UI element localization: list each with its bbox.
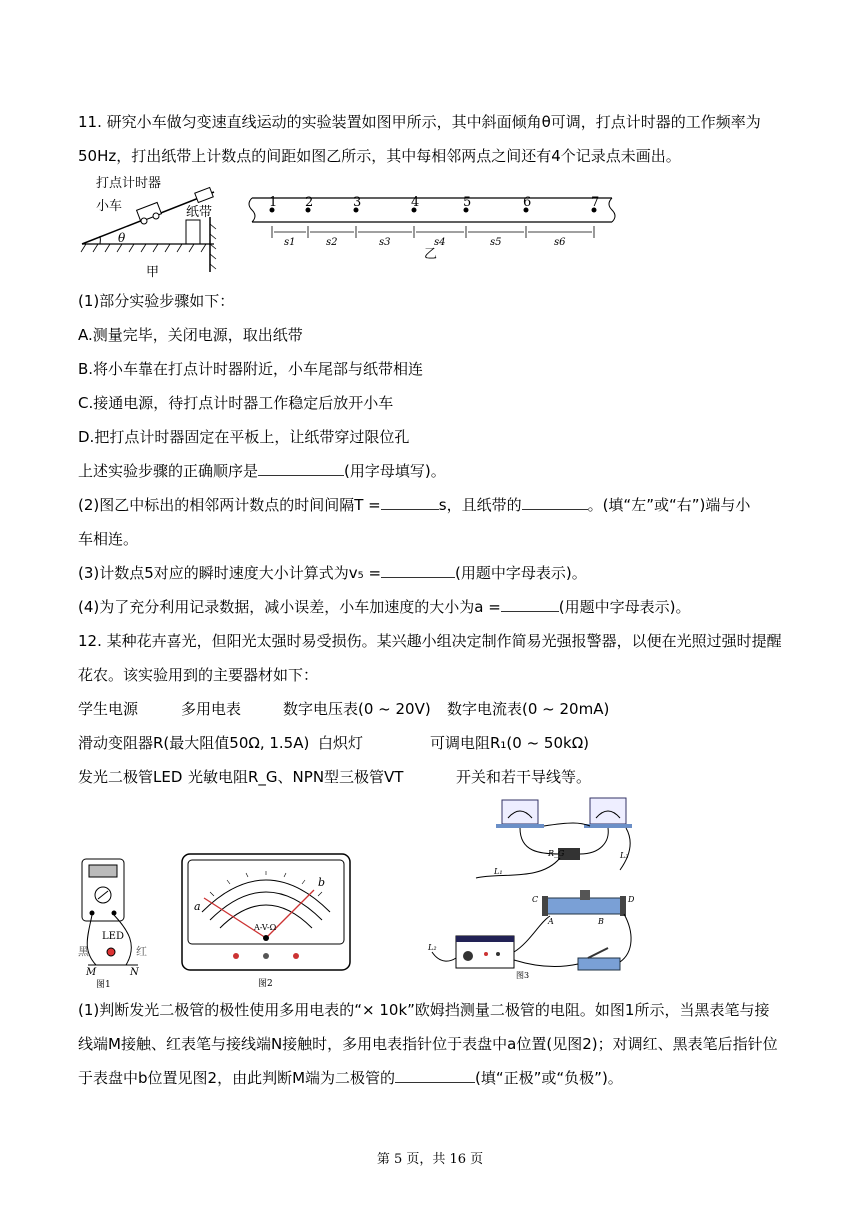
support-block [186, 220, 200, 244]
q12-line2: 花农。该实验用到的主要器材如下： [78, 666, 319, 684]
q11-line2: 50Hz，打出纸带上计数点的间距如图乙所示，其中每相邻两点之间还有4个记录点未画出。 [78, 147, 681, 165]
scale-label: A-V-Ω [254, 923, 277, 932]
label-l3: L₃ [620, 851, 629, 860]
label-timer: 打点计时器 [96, 176, 162, 191]
q11-part2: (2)图乙中标出的相邻两计数点的时间间隔T = s，且纸带的 。(填“左”或“右”)端与小 [78, 496, 751, 514]
q12-part1-line1: (1)判断发光二极管的极性使用多用电表的“× 10k”欧姆挡测量二极管的电阻。如图1所示，当黑表笔与接 [78, 1001, 770, 1019]
caption-jia: 甲 [146, 265, 160, 280]
q11-line1: 11. 研究小车做匀变速直线运动的实验装置如图甲所示，其中斜面倾角θ可调，打点计时器的工作频率为 [78, 113, 761, 131]
label-a: a [194, 900, 201, 913]
figure-yi [244, 192, 620, 264]
answer-blank-period[interactable] [381, 495, 439, 510]
eq-rheostat: 滑动变阻器R(最大阻值50Ω, 1.5A) [78, 734, 310, 752]
segment-label: s1 [284, 237, 296, 248]
eq-resistor: 可调电阻R₁(0 ~ 50kΩ) [430, 734, 590, 752]
q11-part1: (1)部分实验步骤如下： [78, 292, 235, 310]
label-b-terminal: B [598, 917, 604, 926]
eq-misc: 开关和若干导线等。 [456, 768, 592, 786]
figure-2 [180, 852, 352, 990]
rheostat-icon [546, 898, 622, 914]
tape-point-label: 1 [269, 195, 278, 210]
segment-label: s2 [326, 237, 338, 248]
label-red: 红 [136, 945, 147, 958]
segment-label: s6 [554, 237, 566, 248]
order-question: 上述实验步骤的正确顺序是 (用字母填写)。 [78, 462, 446, 480]
label-tape: 纸带 [186, 205, 213, 220]
tape-point-label: 2 [305, 195, 314, 210]
led-icon [107, 948, 115, 956]
segment-label: s3 [379, 237, 391, 248]
caption-fig1: 图1 [96, 980, 111, 990]
tape-point-label: 6 [523, 195, 532, 210]
label-l1: L₁ [494, 867, 503, 876]
step-b: B.将小车靠在打点计时器附近，小车尾部与纸带相连 [78, 360, 424, 378]
q12-part1-line3: 于表盘中b位置见图2，由此判断M端为二极管的 (填“正极”或“负极”)。 [78, 1069, 623, 1087]
page-footer: 第 5 页，共 16 页 [376, 1152, 484, 1167]
figure-jia [78, 172, 228, 282]
caption-fig2: 图2 [258, 979, 273, 989]
q11-part2-cont: 车相连。 [78, 530, 139, 548]
label-c: C [532, 895, 539, 904]
caption-yi: 乙 [424, 247, 438, 262]
timer-device [195, 187, 214, 202]
voltmeter-icon [502, 800, 538, 824]
label-b: b [318, 876, 326, 889]
label-rg: R_G [548, 849, 565, 858]
eq-led: 发光二极管LED [78, 768, 183, 786]
eq-photoresistor: 光敏电阻R_G、NPN型三极管VT [188, 768, 404, 786]
eq-lamp: 白炽灯 [318, 734, 364, 752]
eq-power: 学生电源 [78, 700, 139, 718]
figure-1 [78, 855, 174, 990]
label-theta: θ [118, 231, 126, 245]
label-car: 小车 [96, 199, 123, 214]
eq-ammeter: 数字电流表(0 ~ 20mA) [447, 700, 610, 718]
tape-point-label: 5 [463, 195, 472, 210]
q12-part1-line2: 线端M接触、红表笔与接线端N接触时，多用电表指针位于表盘中a位置(见图2)；对调红、黑表笔后指针位 [78, 1035, 778, 1053]
label-a-terminal: A [548, 917, 554, 926]
q11-part4: (4)为了充分利用记录数据，减小误差，小车加速度的大小为a = (用题中字母表示)。 [78, 598, 691, 616]
step-d: D.把打点计时器固定在平板上，让纸带穿过限位孔 [78, 428, 410, 446]
answer-blank-polarity[interactable] [395, 1068, 475, 1083]
eq-voltmeter: 数字电压表(0 ~ 20V) [283, 700, 431, 718]
equipment-row1 [78, 699, 609, 719]
label-n: N [130, 967, 139, 978]
label-black: 黑 [78, 945, 89, 958]
q11-part3: (3)计数点5对应的瞬时速度大小计算式为v₅ = (用题中字母表示)。 [78, 564, 587, 582]
answer-blank-order[interactable] [258, 461, 344, 476]
figure-3 [420, 792, 652, 982]
answer-blank-accel[interactable] [501, 597, 559, 612]
equipment-row2 [78, 733, 589, 753]
step-a: A.测量完毕，关闭电源，取出纸带 [78, 326, 303, 344]
step-c: C.接通电源，待打点计时器工作稳定后放开小车 [78, 394, 394, 412]
label-led: LED [102, 931, 124, 942]
answer-blank-v5[interactable] [381, 563, 455, 578]
segment-label: s5 [490, 237, 502, 248]
tape-point-label: 3 [353, 195, 362, 210]
q12-line1: 12. 某种花卉喜光，但阳光太强时易受损伤。某兴趣小组决定制作简易光强报警器，以便在光照过强时提醒 [78, 632, 782, 650]
tape-point-label: 7 [591, 195, 600, 210]
caption-fig3: 图3 [516, 971, 530, 980]
equipment-row3 [78, 767, 591, 787]
segment-label: s4 [434, 237, 446, 248]
eq-multimeter: 多用电表 [181, 700, 242, 718]
label-m: M [86, 967, 97, 978]
label-d: D [628, 895, 635, 904]
tape-point-label: 4 [411, 195, 420, 210]
switch-icon [578, 958, 620, 970]
answer-blank-side[interactable] [522, 495, 588, 510]
label-l2: L₂ [428, 943, 437, 952]
